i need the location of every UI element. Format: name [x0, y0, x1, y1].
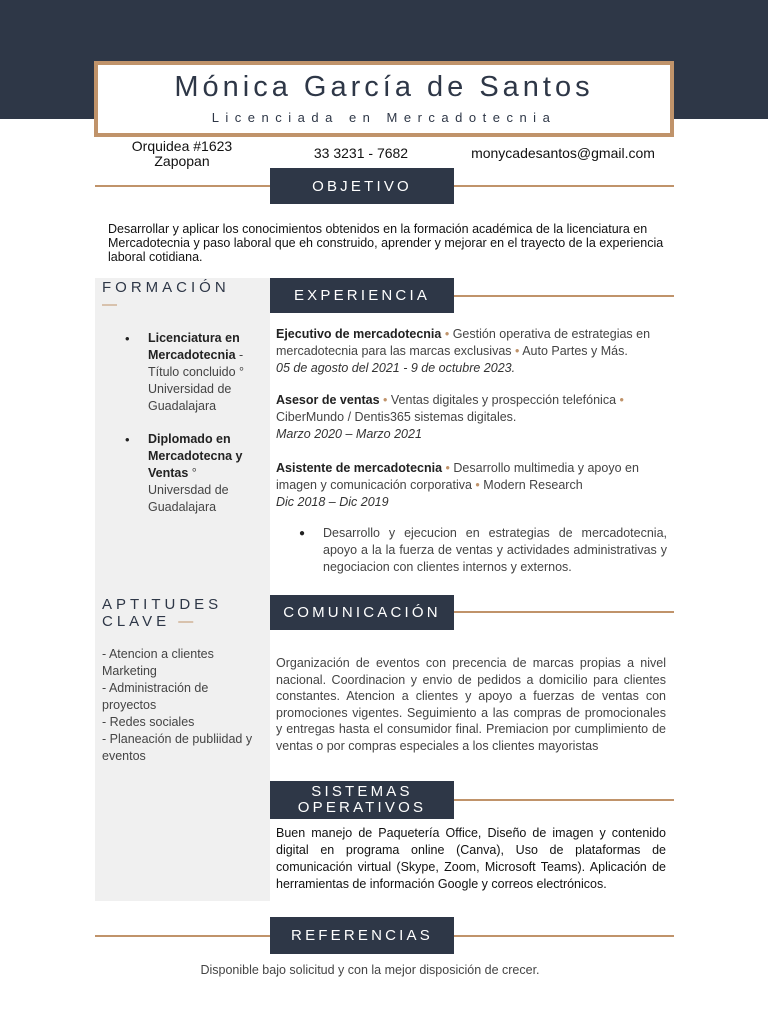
separator-dot: •: [619, 393, 624, 407]
experience-bullet: [299, 525, 667, 576]
education-school: Universidad de Guadalajara: [148, 382, 232, 413]
communication-text: Organización de eventos con precencia de marcas propias a nivel nacional. Coordinacion y envio de pedidos a domicilio para clientes constantes. Atencion a clientes y apoyo a fuerzas de ventas con promociones vigentes. Seguimiento a las compras de promocionales y entregas hasta el consumidor final. Premiacion por cumplimiento de ventas o por compras especiales a los clientes mayoristas: [276, 656, 666, 753]
list-item: [125, 431, 265, 516]
job-dates: 05 de agosto del 2021 - 9 de octubre 2023: [276, 361, 512, 375]
contact-email[interactable]: monycadesantos@gmail.com: [471, 145, 655, 161]
education-school: Universdad de Guadalajara: [148, 483, 229, 514]
references-heading: REFERENCIAS: [270, 917, 454, 954]
communication-divider: [454, 611, 674, 613]
education-detail: - Título concluido °: [148, 348, 245, 379]
education-list: [125, 330, 265, 532]
name-box: [94, 61, 674, 137]
job-dates: Marzo 2020 – Marzo 2021: [276, 427, 422, 441]
objective-heading: OBJETIVO: [270, 168, 454, 204]
systems-heading: SISTEMAS OPERATIVOS: [270, 781, 454, 819]
systems-text: Buen manejo de Paquetería Office, Diseño de imagen y contenido digital en programa online (Canva), Uso de plataformas de comunicación virtual (Skype, Zoom, Microsoft Teams). Aplicación de herramientas de información Google y correos electrónicos.: [276, 826, 666, 891]
separator-dot: •: [383, 393, 388, 407]
separator-dot: •: [444, 327, 450, 341]
job-role: Asistente de mercadotecnia: [276, 461, 443, 475]
candidate-name: Mónica García de Santos: [174, 71, 594, 103]
list-item: - Administración de proyectos: [102, 681, 209, 712]
job-dates: Dic 2018 – Dic 2019: [276, 495, 389, 509]
job-company: Modern Research: [483, 478, 583, 492]
list-item: - Redes sociales: [102, 715, 195, 729]
job-entry: [276, 460, 668, 511]
candidate-title: Licenciada en Mercadotecnia: [211, 110, 557, 125]
education-heading: FORMACIÓN —: [102, 279, 230, 313]
job-entry: [276, 392, 668, 443]
contact-address: [122, 139, 242, 169]
separator-dot: •: [515, 344, 520, 358]
job-description: Gestión operativa de estrategias en mercadotecnia para las marcas exclusivas: [276, 327, 651, 358]
education-degree: Diplomado en Mercadotecna y Ventas: [148, 432, 243, 480]
address-line-2: Zapopan: [154, 153, 210, 169]
experience-heading: EXPERIENCIA: [270, 278, 454, 313]
list-item: - Atencion a clientes Marketing: [102, 647, 214, 678]
skills-list: [102, 646, 264, 765]
job-role: Asesor de ventas: [276, 393, 380, 407]
bullet-icon: ●: [299, 528, 306, 539]
address-line-1: Orquidea #1623: [131, 138, 233, 154]
job-company: Auto Partes y Más.: [522, 344, 628, 358]
list-item: - Planeación de publiidad y eventos: [102, 732, 253, 763]
separator-dot: •: [475, 478, 480, 492]
separator-dot: •: [445, 461, 450, 475]
references-text: Disponible bajo solicitud y con la mejor disposición de crecer.: [200, 963, 540, 977]
communication-heading: COMUNICACIÓN: [270, 595, 454, 630]
list-item: [125, 330, 265, 415]
education-degree: Licenciatura en Mercadotecnia: [148, 331, 240, 362]
job-description: Desarrollo multimedia y apoyo en imagen y comunicación corporativa: [276, 461, 639, 492]
education-detail: °: [188, 466, 197, 480]
experience-bullet-text: Desarrollo y ejecucion en estrategias de mercadotecnia, apoyo a la la fuerza de ventas y actividades administrativas y negociacion con clientes internos y externos.: [323, 526, 667, 574]
job-role: Ejecutivo de mercadotecnia: [276, 327, 442, 341]
systems-divider: [454, 799, 674, 801]
job-description: Ventas digitales y prospección telefónica: [390, 393, 617, 407]
objective-text: Desarrollar y aplicar los conocimientos obtenidos en la formación académica de la licenciatura en Mercadotecnia y paso laboral que eh construido, aprender y mejorar en el trayecto de la experiencia laboral cotidiana.: [108, 222, 664, 264]
job-entry: Ejecutivo de mercadotecnia • Gestión operativa de estrategias en mercadotecnia para las marcas exclusivas • Auto Partes y Más. 05 de agosto del 2021 - 9 de octubre 2023.: [276, 327, 651, 375]
contact-phone: 33 3231 - 7682: [313, 145, 409, 161]
experience-divider: [454, 295, 674, 297]
job-company: CiberMundo / Dentis365 sistemas digitales.: [276, 410, 517, 424]
skills-heading: APTITUDES CLAVE —: [102, 596, 223, 630]
